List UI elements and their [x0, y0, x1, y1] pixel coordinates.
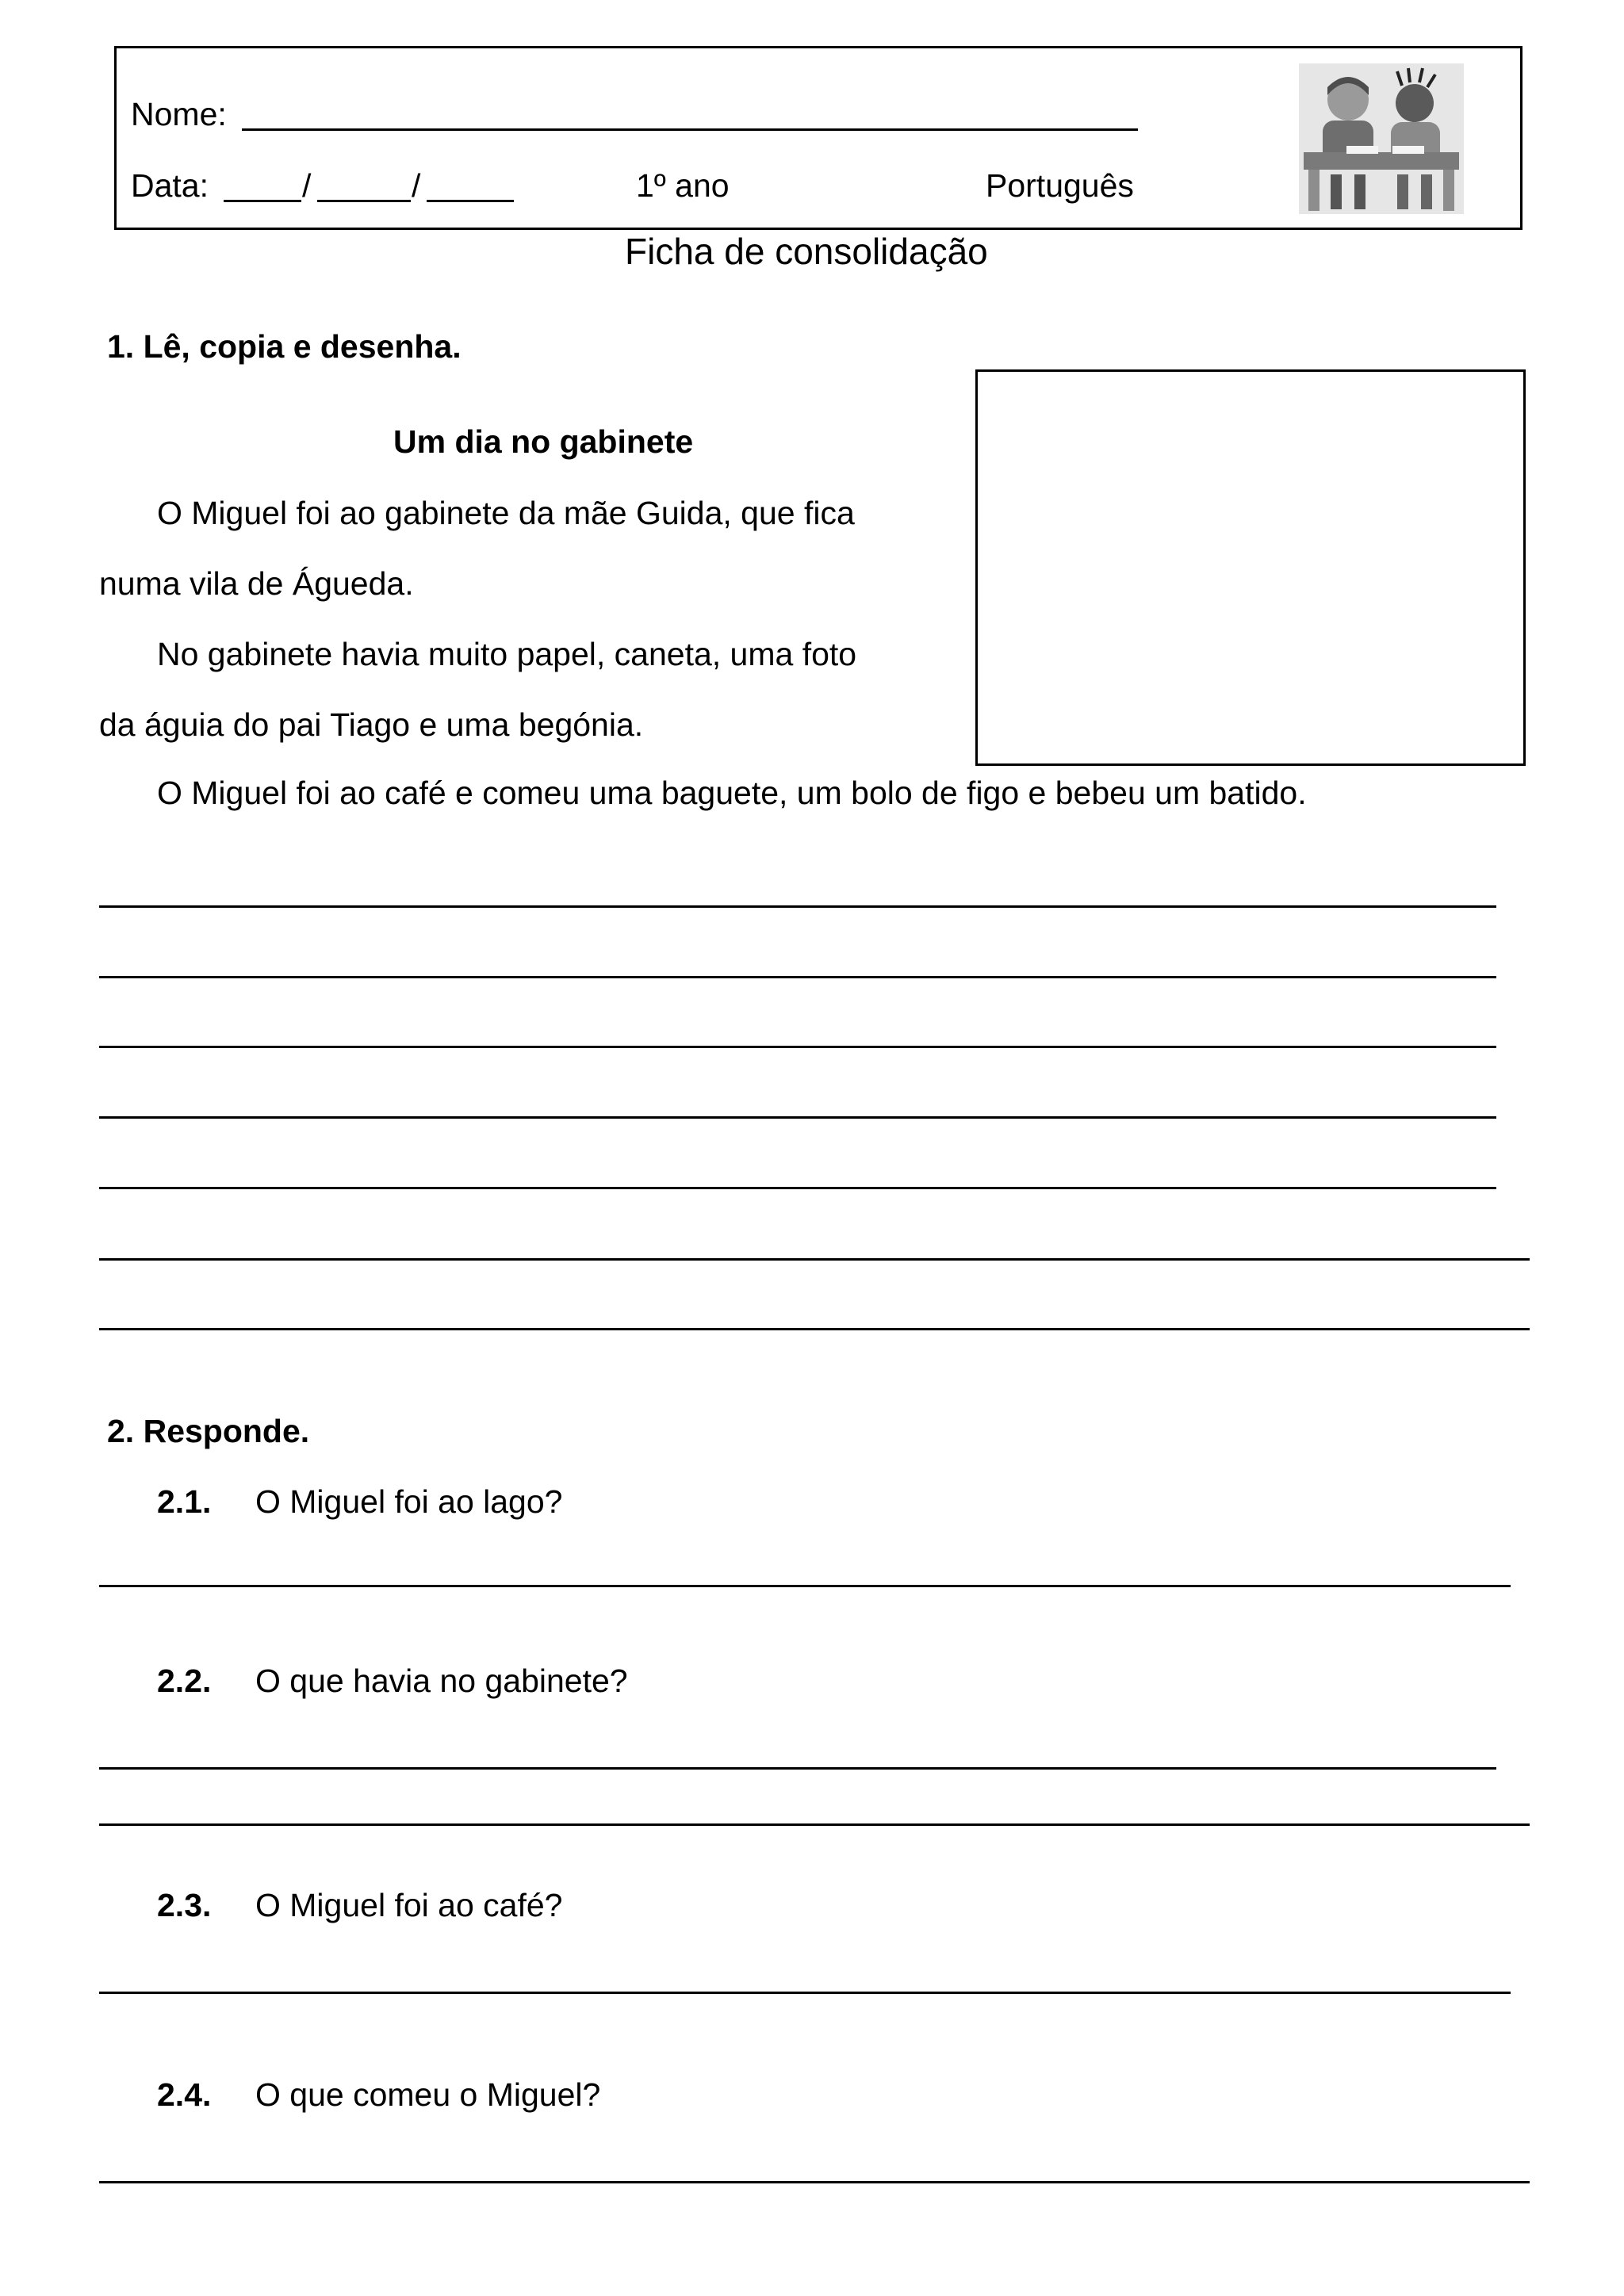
question-text: O Miguel foi ao lago? [255, 1483, 563, 1520]
question-text: O Miguel foi ao café? [255, 1887, 563, 1923]
copy-line[interactable] [99, 1328, 1530, 1330]
date-label: Data: [131, 167, 209, 204]
answer-line[interactable] [99, 1823, 1530, 1826]
date-month-field[interactable] [317, 200, 411, 202]
date-separator: / [412, 167, 421, 204]
drawing-box[interactable] [975, 369, 1526, 766]
story-title: Um dia no gabinete [393, 423, 694, 460]
subject-label: Português [986, 167, 1134, 204]
copy-line[interactable] [99, 976, 1496, 978]
copy-line[interactable] [99, 1116, 1496, 1119]
story-text-line: da águia do pai Tiago e uma begónia. [99, 706, 644, 743]
copy-line[interactable] [99, 1046, 1496, 1048]
question-number: 2.2. [157, 1663, 212, 1699]
question-number: 2.1. [157, 1483, 212, 1520]
question-number: 2.3. [157, 1887, 212, 1923]
question-text: O que comeu o Miguel? [255, 2076, 601, 2113]
date-year-field[interactable] [427, 200, 514, 202]
copy-line[interactable] [99, 1187, 1496, 1189]
story-text-line: O Miguel foi ao café e comeu uma baguete, um bolo de figo e bebeu um batido. [157, 775, 1307, 811]
story-text-line: O Miguel foi ao gabinete da mãe Guida, que fica [157, 495, 855, 531]
exercise-1-heading: 1. Lê, copia e desenha. [107, 328, 462, 365]
date-separator: / [302, 167, 312, 204]
name-label: Nome: [131, 96, 227, 132]
students-at-desk-icon [1299, 63, 1464, 214]
answer-line[interactable] [99, 1992, 1511, 1994]
question-number: 2.4. [157, 2076, 212, 2113]
answer-line[interactable] [99, 2181, 1530, 2183]
story-text-line: No gabinete havia muito papel, caneta, uma foto [157, 636, 857, 672]
copy-line[interactable] [99, 905, 1496, 908]
story-text-line: numa vila de Águeda. [99, 565, 414, 602]
answer-line[interactable] [99, 1767, 1496, 1770]
question-text: O que havia no gabinete? [255, 1663, 628, 1699]
name-field[interactable] [242, 128, 1138, 131]
copy-line[interactable] [99, 1258, 1530, 1261]
date-day-field[interactable] [224, 200, 301, 202]
exercise-2-heading: 2. Responde. [107, 1413, 310, 1449]
worksheet-title: Ficha de consolidação [625, 231, 988, 272]
grade-label: 1º ano [636, 167, 730, 204]
answer-line[interactable] [99, 1585, 1511, 1587]
